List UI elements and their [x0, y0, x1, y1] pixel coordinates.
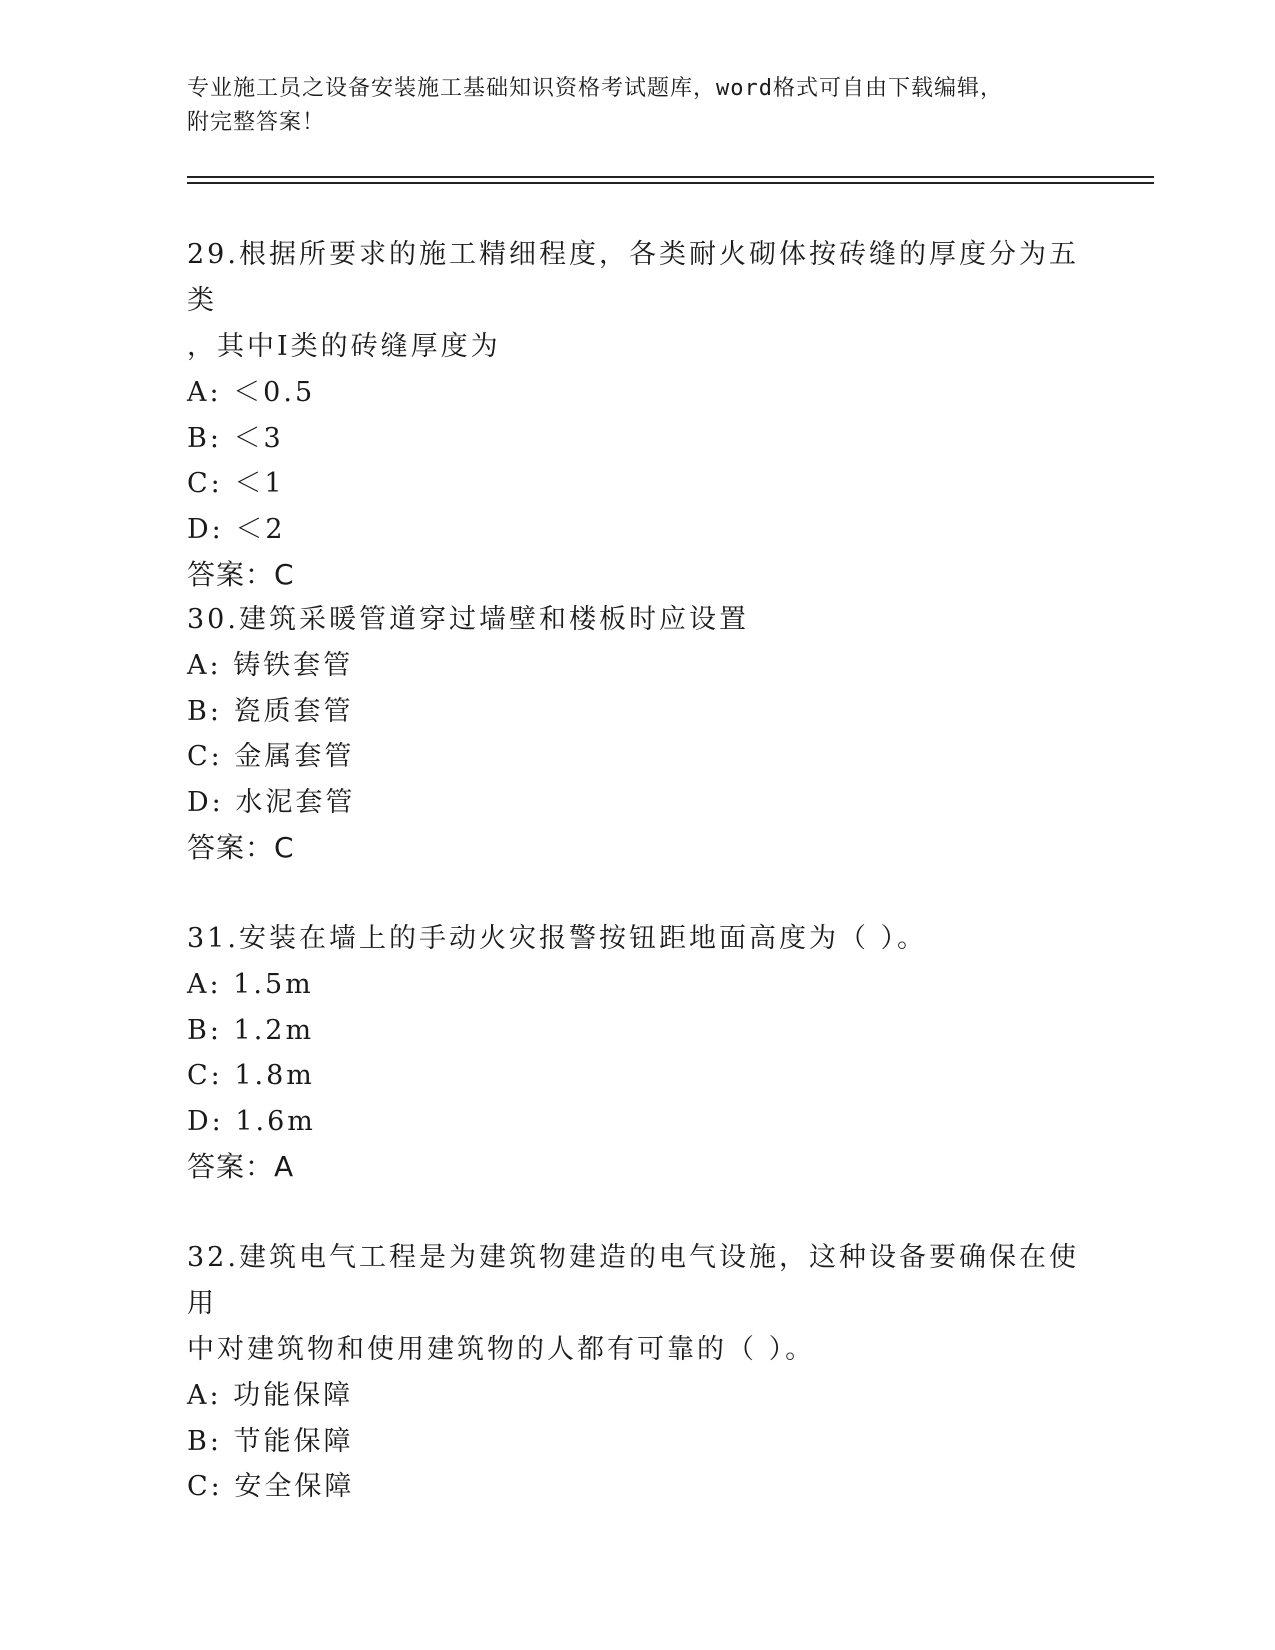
question-stem-line: 32.建筑电气工程是为建筑物建造的电气设施，这种设备要确保在使用	[187, 1242, 1079, 1319]
option-a: A: 功能保障	[187, 1380, 354, 1411]
question-stem-line: 29.根据所要求的施工精细程度，各类耐火砌体按砖缝的厚度分为五类	[187, 239, 1079, 316]
option-d: D: 水泥套管	[187, 786, 356, 818]
question-29	[187, 232, 1087, 598]
option-b: B: 1.2m	[187, 1014, 315, 1046]
question-stem-line: 中对建筑物和使用建筑物的人都有可靠的（ ）。	[187, 1334, 816, 1365]
question-30	[187, 597, 1087, 871]
option-c: C: ＜1	[187, 468, 285, 499]
question-stem-line: 30.建筑采暖管道穿过墙壁和楼板时应设置	[187, 604, 749, 635]
question-32	[187, 1235, 1087, 1510]
option-d: D: 1.6m	[187, 1105, 316, 1137]
option-a: A: 铸铁套管	[187, 650, 354, 681]
answer-line: 答案：A	[187, 1150, 295, 1183]
option-c: C: 安全保障	[187, 1471, 355, 1502]
option-a: A: ＜0.5	[187, 377, 316, 408]
option-a: A: 1.5m	[187, 969, 314, 1000]
option-d: D: ＜2	[187, 513, 286, 545]
question-stem-line: 31.安装在墙上的手动火灾报警按钮距地面高度为（ ）。	[187, 923, 928, 954]
option-b: B: 节能保障	[187, 1425, 354, 1457]
answer-line: 答案：C	[187, 831, 295, 864]
header-line-2: 附完整答案！	[187, 110, 326, 135]
document-header	[187, 72, 1087, 140]
header-divider-top	[187, 176, 1154, 178]
option-c: C: 1.8m	[187, 1060, 315, 1091]
option-b: B: 瓷质套管	[187, 695, 354, 727]
header-divider-bottom	[187, 182, 1154, 184]
option-b: B: ＜3	[187, 422, 284, 454]
option-c: C: 金属套管	[187, 741, 355, 772]
question-stem-line: ，其中Ⅰ类的砖缝厚度为	[187, 331, 501, 362]
question-31	[187, 916, 1087, 1190]
answer-line: 答案：C	[187, 558, 295, 591]
header-line-1: 专业施工员之设备安装施工基础知识资格考试题库，word格式可自由下载编辑，	[187, 76, 1003, 101]
